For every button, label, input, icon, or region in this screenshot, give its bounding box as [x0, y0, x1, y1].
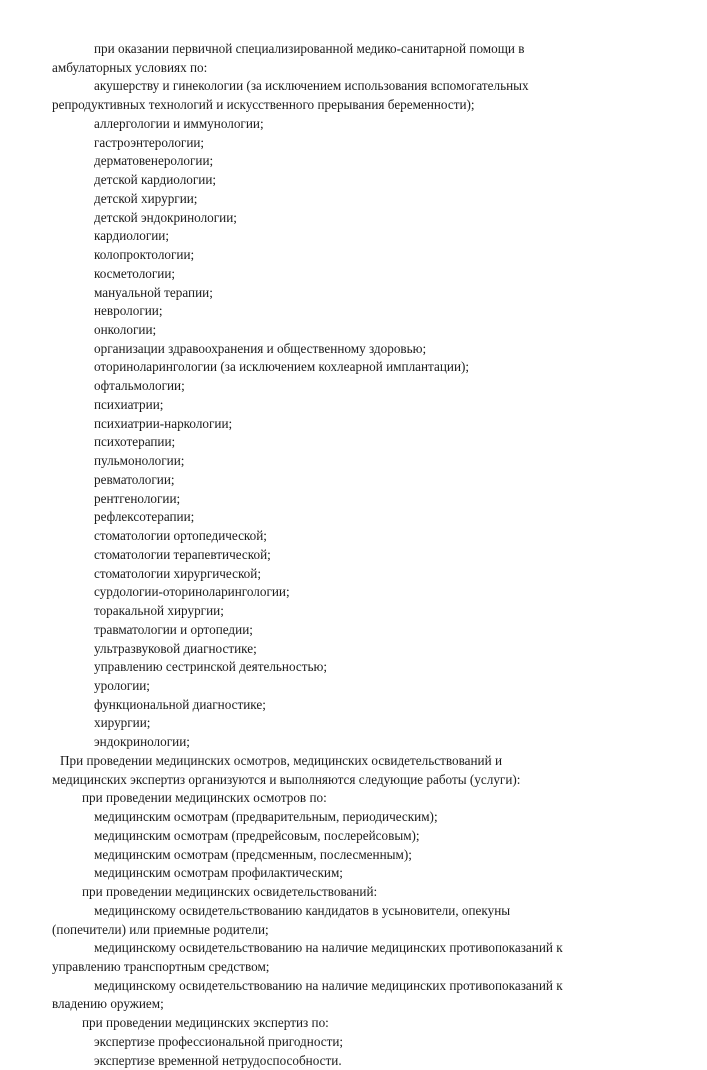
list-item: косметологии; — [94, 265, 176, 281]
list-item: функциональной диагностике; — [94, 696, 266, 712]
list-item: аллергологии и иммунологии; — [94, 115, 264, 131]
list-item-line-2: (попечители) или приемные родители; — [52, 921, 269, 937]
list-item: хирургии; — [94, 715, 151, 731]
exams-paragraph — [52, 752, 655, 789]
list-item: урологии; — [94, 677, 150, 693]
list-item: детской хирургии; — [94, 190, 198, 206]
list-item: пульмонологии; — [94, 453, 185, 469]
list-item-line-1: медицинскому освидетельствованию кандидатов в усыновители, опекуны — [94, 902, 511, 918]
list-item: медицинским осмотрам (предрейсовым, послерейсовым); — [94, 827, 420, 843]
specialties-list — [52, 115, 655, 752]
specialties-intro-line-1: акушерству и гинекологии (за исключением использования вспомогательных — [94, 78, 529, 94]
list-item: медицинским осмотрам профилактическим; — [94, 865, 343, 881]
list-item: рефлексотерапии; — [94, 509, 195, 525]
list-item: сурдологии-оториноларингологии; — [94, 584, 290, 600]
list-item: ультразвуковой диагностике; — [94, 640, 257, 656]
document-body — [52, 40, 655, 1070]
list-item: рентгенологии; — [94, 490, 181, 506]
list-item: кардиологии; — [94, 228, 170, 244]
list-item: экспертизе профессиональной пригодности; — [94, 1033, 344, 1049]
list-item: организации здравоохранения и общественному здоровью; — [94, 340, 427, 356]
list-item: стоматологии ортопедической; — [94, 528, 267, 544]
list-item — [52, 977, 655, 1014]
exams-paragraph-line-2: медицинских экспертиз организуются и выполняются следующие работы (услуги): — [52, 771, 521, 787]
section-header: при проведении медицинских освидетельствований: — [82, 884, 378, 900]
list-item: детской эндокринологии; — [94, 209, 237, 225]
list-item: офтальмологии; — [94, 378, 185, 394]
list-item: стоматологии терапевтической; — [94, 546, 271, 562]
medical-exams-block — [52, 789, 655, 883]
list-item: эндокринологии; — [94, 734, 190, 750]
list-item: стоматологии хирургической; — [94, 565, 261, 581]
list-item: колопроктологии; — [94, 247, 195, 263]
exams-paragraph-line-1: При проведении медицинских осмотров, медицинских освидетельствований и — [60, 752, 503, 768]
list-item — [52, 939, 655, 976]
list-item: психиатрии; — [94, 396, 164, 412]
list-item: неврологии; — [94, 303, 163, 319]
list-item: гастроэнтерологии; — [94, 134, 205, 150]
list-item: управлению сестринской деятельностью; — [94, 659, 328, 675]
list-item-line-1: медицинскому освидетельствованию на наличие медицинских противопоказаний к — [94, 977, 563, 993]
list-item: психиатрии-наркологии; — [94, 415, 233, 431]
list-item: травматологии и ортопедии; — [94, 621, 253, 637]
list-item-line-1: медицинскому освидетельствованию на наличие медицинских противопоказаний к — [94, 940, 563, 956]
certifications-block — [52, 883, 655, 1014]
section-header: при проведении медицинских осмотров по: — [82, 790, 327, 806]
list-item: психотерапии; — [94, 434, 176, 450]
list-item: мануальной терапии; — [94, 284, 213, 300]
list-item: детской кардиологии; — [94, 172, 217, 188]
list-item: медицинским осмотрам (предварительным, периодическим); — [94, 809, 438, 825]
specialties-intro — [52, 77, 655, 114]
list-item — [52, 902, 655, 939]
list-item: ревматологии; — [94, 471, 175, 487]
list-item-line-2: владению оружием; — [52, 996, 164, 1012]
specialties-intro-line-2: репродуктивных технологий и искусственного прерывания беременности); — [52, 97, 475, 113]
list-item: онкологии; — [94, 322, 157, 338]
section-header: при проведении медицинских экспертиз по: — [82, 1015, 329, 1031]
intro-paragraph — [52, 40, 655, 77]
intro-line-2: амбулаторных условиях по: — [52, 59, 208, 75]
list-item: экспертизе временной нетрудоспособности. — [94, 1052, 342, 1068]
list-item: медицинским осмотрам (предсменным, послесменным); — [94, 846, 412, 862]
list-item-line-2: управлению транспортным средством; — [52, 958, 270, 974]
intro-line-1: при оказании первичной специализированной медико-санитарной помощи в — [94, 41, 525, 56]
list-item: торакальной хирургии; — [94, 603, 224, 619]
list-item: дерматовенерологии; — [94, 153, 214, 169]
list-item: оториноларингологии (за исключением кохлеарной имплантации); — [94, 359, 470, 375]
expertise-block — [52, 1014, 655, 1070]
